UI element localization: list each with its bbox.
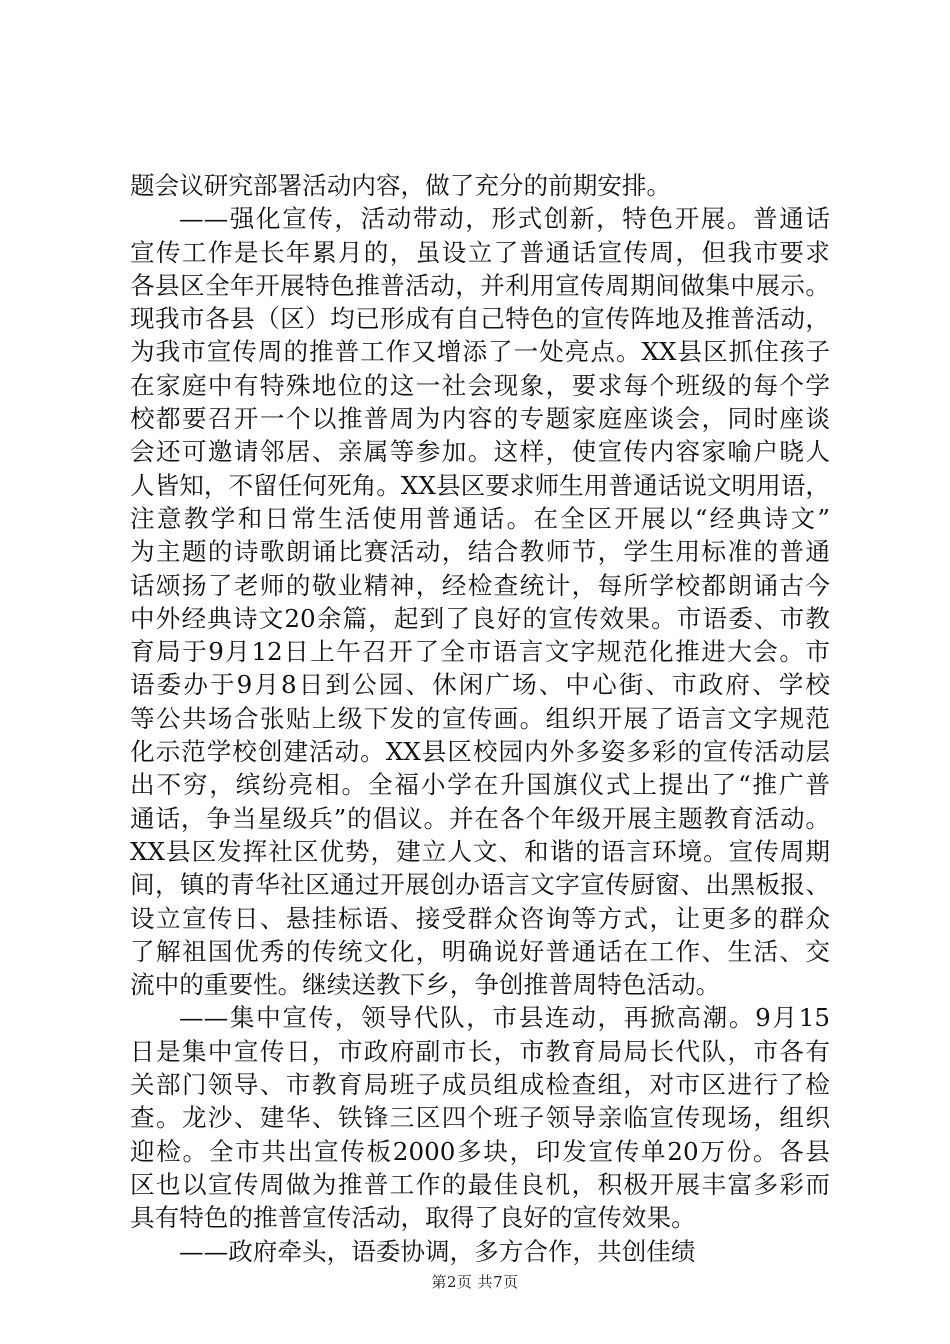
text-line: 迎检。全市共出宣传板2000多块，印发宣传单20万份。各县: [130, 1136, 830, 1166]
text-line: 化示范学校创建活动。XX县区校园内外多姿多彩的宣传活动层: [130, 737, 830, 767]
text-line: 现我市各县（区）均已形成有自己特色的宣传阵地及推普活动，: [130, 304, 830, 334]
text-line: 区也以宣传周做为推普工作的最佳良机，积极开展丰富多彩而: [130, 1169, 830, 1199]
text-line: 各县区全年开展特色推普活动，并利用宣传周期间做集中展示。: [130, 270, 830, 300]
text-line: XX县区发挥社区优势，建立人文、和谐的语言环境。宣传周期: [130, 836, 830, 866]
text-line: 宣传工作是长年累月的，虽设立了普通话宣传周，但我市要求: [130, 237, 830, 267]
text-line: 中外经典诗文20余篇，起到了良好的宣传效果。市语委、市教: [130, 603, 830, 633]
text-line: 等公共场合张贴上级下发的宣传画。组织开展了语言文字规范: [130, 703, 830, 733]
text-line: 日是集中宣传日，市政府副市长，市教育局局长代队，市各有: [130, 1036, 830, 1066]
text-line: 语委办于9月8日到公园、休闲广场、中心街、市政府、学校: [130, 670, 830, 700]
text-line: 流中的重要性。继续送教下乡，争创推普周特色活动。: [130, 970, 721, 1000]
text-line: 查。龙沙、建华、铁锋三区四个班子领导亲临宣传现场，组织: [130, 1103, 830, 1133]
text-line: 会还可邀请邻居、亲属等参加。这样，使宣传内容家喻户晓人: [130, 437, 830, 467]
text-line: 为我市宣传周的推普工作又增添了一处亮点。XX县区抓住孩子: [130, 337, 830, 367]
text-line: 育局于9月12日上午召开了全市语言文字规范化推进大会。市: [130, 637, 830, 667]
text-line: 校都要召开一个以推普周为内容的专题家庭座谈会，同时座谈: [130, 404, 830, 434]
text-line: 具有特色的推普宣传活动，取得了良好的宣传效果。: [130, 1203, 696, 1233]
text-line: 了解祖国优秀的传统文化，明确说好普通话在工作、生活、交: [130, 936, 830, 966]
text-line: 题会议研究部署活动内容，做了充分的前期安排。: [130, 171, 672, 200]
text-line: ——政府牵头，语委协调，多方合作，共创佳绩: [179, 1236, 696, 1266]
page-number-footer: 第2页 共7页: [431, 1273, 519, 1291]
text-line: 为主题的诗歌朗诵比赛活动，结合教师节，学生用标准的普通: [130, 537, 830, 567]
text-line: 注意教学和日常生活使用普通话。在全区开展以“经典诗文”: [130, 503, 830, 533]
text-line: 人皆知，不留任何死角。XX县区要求师生用普通话说文明用语，: [130, 470, 830, 500]
text-line: 出不穷，缤纷亮相。全福小学在升国旗仪式上提出了“推广普: [130, 770, 830, 800]
text-line: 通话，争当星级兵”的倡议。并在各个年级开展主题教育活动。: [130, 803, 830, 833]
body-text: [130, 169, 830, 1268]
text-line: 间，镇的青华社区通过开展创办语言文字宣传厨窗、出黑板报、: [130, 870, 830, 900]
text-line: 设立宣传日、悬挂标语、接受群众咨询等方式，让更多的群众: [130, 903, 830, 933]
text-line: ——强化宣传，活动带动，形式创新，特色开展。普通话: [179, 204, 830, 234]
text-line: ——集中宣传，领导代队，市县连动，再掀高潮。9月15: [179, 1003, 830, 1033]
text-line: 话颂扬了老师的敬业精神，经检查统计，每所学校都朗诵古今: [130, 570, 830, 600]
text-line: 关部门领导、市教育局班子成员组成检查组，对市区进行了检: [130, 1070, 830, 1100]
text-line: 在家庭中有特殊地位的这一社会现象，要求每个班级的每个学: [130, 370, 830, 400]
